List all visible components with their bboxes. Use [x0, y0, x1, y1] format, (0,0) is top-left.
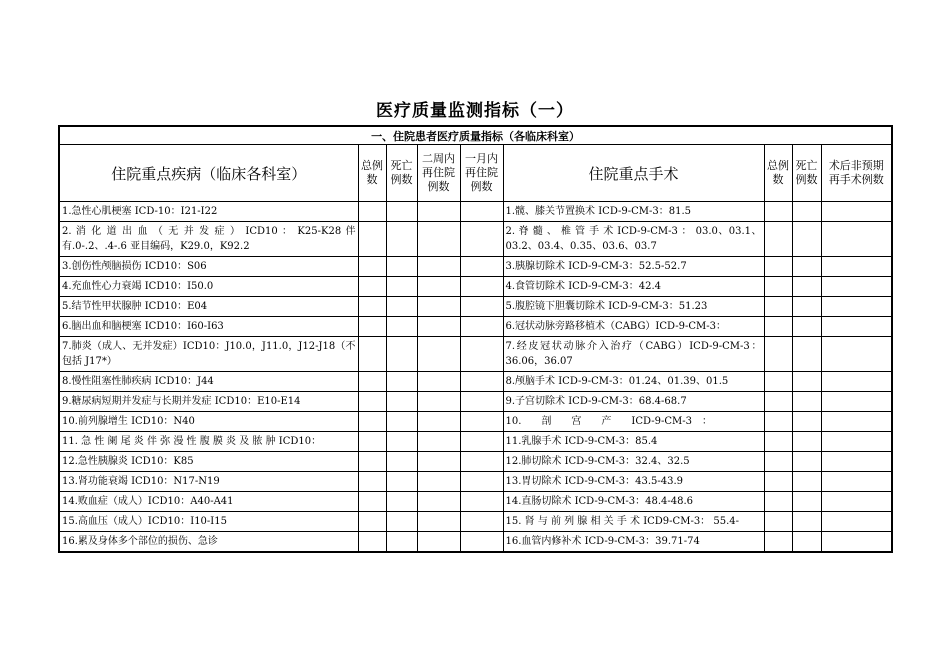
readmit-2w-cell[interactable]	[417, 432, 460, 452]
total-cell[interactable]	[358, 317, 386, 337]
surgery-cell: 3.胰腺切除术 ICD-9-CM-3：52.5-52.7	[503, 257, 764, 277]
readmit-2w-cell[interactable]	[417, 412, 460, 432]
unplanned-cell[interactable]	[821, 202, 892, 222]
disease-cell: 8.慢性阻塞性肺疾病 ICD10：J44	[59, 372, 358, 392]
readmit-2w-cell[interactable]	[417, 202, 460, 222]
deaths-cell[interactable]	[386, 412, 417, 432]
deaths-surgery-cell[interactable]	[792, 372, 821, 392]
total-surgery-cell[interactable]	[764, 317, 792, 337]
table-row	[59, 452, 892, 472]
total-cell[interactable]	[358, 532, 386, 553]
header-readmit-2w: 二周内再住院例数	[417, 145, 460, 202]
total-cell[interactable]	[358, 337, 386, 372]
readmit-1m-cell[interactable]	[460, 412, 503, 432]
total-cell[interactable]	[358, 472, 386, 492]
deaths-surgery-cell[interactable]	[792, 257, 821, 277]
total-surgery-cell[interactable]	[764, 392, 792, 412]
total-surgery-cell[interactable]	[764, 202, 792, 222]
header-unplanned-reoperation: 术后非预期再手术例数	[821, 145, 892, 202]
table-row	[59, 512, 892, 532]
disease-cell: 1.急性心肌梗塞 ICD-10：I21-I22	[59, 202, 358, 222]
unplanned-cell[interactable]	[821, 412, 892, 432]
table-row	[59, 492, 892, 512]
header-deaths: 死亡例数	[386, 145, 417, 202]
surgery-cell: 7.经皮冠状动脉介入治疗（CABG）ICD-9-CM-3：36.06，36.07	[503, 337, 764, 372]
total-surgery-cell[interactable]	[764, 452, 792, 472]
total-cell[interactable]	[358, 412, 386, 432]
table-row	[59, 372, 892, 392]
deaths-surgery-cell[interactable]	[792, 202, 821, 222]
disease-cell: 6.脑出血和脑梗塞 ICD10：I60-I63	[59, 317, 358, 337]
disease-cell: 2. 消 化 道 出 血 （ 无 并 发 症 ） ICD10 ： K25-K28 伴有.0-.2、.4-.6 亚目编码，K29.0，K92.2	[59, 222, 358, 257]
disease-cell: 3.创伤性颅脑损伤 ICD10：S06	[59, 257, 358, 277]
readmit-2w-cell[interactable]	[417, 472, 460, 492]
surgery-cell: 4.食管切除术 ICD-9-CM-3：42.4	[503, 277, 764, 297]
total-surgery-cell[interactable]	[764, 297, 792, 317]
readmit-2w-cell[interactable]	[417, 452, 460, 472]
deaths-surgery-cell[interactable]	[792, 412, 821, 432]
deaths-surgery-cell[interactable]	[792, 532, 821, 553]
section-title: 一、住院患者医疗质量指标（各临床科室）	[59, 126, 892, 145]
deaths-cell[interactable]	[386, 512, 417, 532]
surgery-cell: 5.腹腔镜下胆囊切除术 ICD-9-CM-3：51.23	[503, 297, 764, 317]
total-cell[interactable]	[358, 277, 386, 297]
surgery-cell: 6.冠状动脉旁路移植术（CABG）ICD-9-CM-3：	[503, 317, 764, 337]
total-cell[interactable]	[358, 452, 386, 472]
header-deaths-surgery: 死亡例数	[792, 145, 821, 202]
total-cell[interactable]	[358, 492, 386, 512]
surgery-cell: 14.直肠切除术 ICD-9-CM-3：48.4-48.6	[503, 492, 764, 512]
surgery-cell: 10. 剖 宫 产 ICD-9-CM-3 ：	[503, 412, 764, 432]
readmit-2w-cell[interactable]	[417, 337, 460, 372]
readmit-1m-cell[interactable]	[460, 257, 503, 277]
total-surgery-cell[interactable]	[764, 512, 792, 532]
unplanned-cell[interactable]	[821, 512, 892, 532]
readmit-1m-cell[interactable]	[460, 492, 503, 512]
unplanned-cell[interactable]	[821, 277, 892, 297]
surgery-cell: 15. 肾 与 前 列 腺 相 关 手 术 ICD9-CM-3： 55.4-	[503, 512, 764, 532]
table-row	[59, 277, 892, 297]
deaths-cell[interactable]	[386, 392, 417, 412]
deaths-surgery-cell[interactable]	[792, 337, 821, 372]
surgery-cell: 11.乳腺手术 ICD-9-CM-3：85.4	[503, 432, 764, 452]
surgery-cell: 12.肺切除术 ICD-9-CM-3：32.4、32.5	[503, 452, 764, 472]
deaths-surgery-cell[interactable]	[792, 512, 821, 532]
deaths-surgery-cell[interactable]	[792, 492, 821, 512]
header-readmit-1m: 一月内再住院例数	[460, 145, 503, 202]
total-cell[interactable]	[358, 392, 386, 412]
unplanned-cell[interactable]	[821, 452, 892, 472]
readmit-1m-cell[interactable]	[460, 432, 503, 452]
total-surgery-cell[interactable]	[764, 492, 792, 512]
readmit-1m-cell[interactable]	[460, 297, 503, 317]
unplanned-cell[interactable]	[821, 317, 892, 337]
surgery-cell: 13.胃切除术 ICD-9-CM-3：43.5-43.9	[503, 472, 764, 492]
readmit-1m-cell[interactable]	[460, 202, 503, 222]
unplanned-cell[interactable]	[821, 472, 892, 492]
deaths-cell[interactable]	[386, 317, 417, 337]
surgery-cell: 2. 脊 髓 、 椎 管 手 术 ICD-9-CM-3 ： 03.0、03.1、03.2、03.4、0.35、03.6、03.7	[503, 222, 764, 257]
readmit-1m-cell[interactable]	[460, 472, 503, 492]
total-cell[interactable]	[358, 512, 386, 532]
table-row	[59, 297, 892, 317]
header-total-surgery: 总例数	[764, 145, 792, 202]
readmit-2w-cell[interactable]	[417, 297, 460, 317]
readmit-2w-cell[interactable]	[417, 222, 460, 257]
deaths-cell[interactable]	[386, 452, 417, 472]
total-surgery-cell[interactable]	[764, 372, 792, 392]
deaths-surgery-cell[interactable]	[792, 317, 821, 337]
deaths-cell[interactable]	[386, 257, 417, 277]
readmit-2w-cell[interactable]	[417, 257, 460, 277]
readmit-2w-cell[interactable]	[417, 392, 460, 412]
readmit-2w-cell[interactable]	[417, 492, 460, 512]
deaths-cell[interactable]	[386, 337, 417, 372]
deaths-cell[interactable]	[386, 222, 417, 257]
surgery-cell: 16.血管内修补术 ICD-9-CM-3：39.71-74	[503, 532, 764, 553]
disease-cell: 13.肾功能衰竭 ICD10：N17-N19	[59, 472, 358, 492]
readmit-1m-cell[interactable]	[460, 317, 503, 337]
deaths-cell[interactable]	[386, 202, 417, 222]
total-cell[interactable]	[358, 222, 386, 257]
readmit-1m-cell[interactable]	[460, 372, 503, 392]
total-cell[interactable]	[358, 372, 386, 392]
unplanned-cell[interactable]	[821, 337, 892, 372]
table-row	[59, 532, 892, 553]
total-cell[interactable]	[358, 297, 386, 317]
readmit-1m-cell[interactable]	[460, 512, 503, 532]
disease-cell: 7.肺炎（成人、无并发症）ICD10：J10.0，J11.0，J12-J18（不包括 J17*）	[59, 337, 358, 372]
unplanned-cell[interactable]	[821, 297, 892, 317]
header-disease: 住院重点疾病（临床各科室）	[59, 145, 358, 202]
unplanned-cell[interactable]	[821, 392, 892, 412]
readmit-1m-cell[interactable]	[460, 392, 503, 412]
readmit-1m-cell[interactable]	[460, 532, 503, 553]
table-row	[59, 472, 892, 492]
deaths-surgery-cell[interactable]	[792, 222, 821, 257]
disease-cell: 10.前列腺增生 ICD10：N40	[59, 412, 358, 432]
total-surgery-cell[interactable]	[764, 277, 792, 297]
table-row	[59, 257, 892, 277]
deaths-surgery-cell[interactable]	[792, 432, 821, 452]
readmit-1m-cell[interactable]	[460, 337, 503, 372]
disease-cell: 12.急性胰腺炎 ICD10：K85	[59, 452, 358, 472]
deaths-surgery-cell[interactable]	[792, 452, 821, 472]
readmit-2w-cell[interactable]	[417, 532, 460, 553]
total-surgery-cell[interactable]	[764, 472, 792, 492]
total-surgery-cell[interactable]	[764, 532, 792, 553]
table-row	[59, 412, 892, 432]
deaths-surgery-cell[interactable]	[792, 472, 821, 492]
unplanned-cell[interactable]	[821, 432, 892, 452]
unplanned-cell[interactable]	[821, 532, 892, 553]
surgery-cell: 1.髋、膝关节置换术 ICD-9-CM-3：81.5	[503, 202, 764, 222]
disease-cell: 11. 急 性 阑 尾 炎 伴 弥 漫 性 腹 膜 炎 及 脓 肿 ICD10：	[59, 432, 358, 452]
unplanned-cell[interactable]	[821, 492, 892, 512]
deaths-cell[interactable]	[386, 297, 417, 317]
deaths-cell[interactable]	[386, 432, 417, 452]
disease-cell: 16.累及身体多个部位的损伤、急诊	[59, 532, 358, 553]
deaths-surgery-cell[interactable]	[792, 297, 821, 317]
disease-cell: 15.高血压（成人）ICD10：I10-I15	[59, 512, 358, 532]
deaths-cell[interactable]	[386, 372, 417, 392]
deaths-cell[interactable]	[386, 492, 417, 512]
disease-cell: 5.结节性甲状腺肿 ICD10：E04	[59, 297, 358, 317]
surgery-cell: 8.颅脑手术 ICD-9-CM-3：01.24、01.39、01.5	[503, 372, 764, 392]
column-header-row	[59, 145, 892, 202]
disease-cell: 14.败血症（成人）ICD10：A40-A41	[59, 492, 358, 512]
total-cell[interactable]	[358, 202, 386, 222]
unplanned-cell[interactable]	[821, 222, 892, 257]
header-surgery: 住院重点手术	[503, 145, 764, 202]
unplanned-cell[interactable]	[821, 372, 892, 392]
total-surgery-cell[interactable]	[764, 257, 792, 277]
total-surgery-cell[interactable]	[764, 412, 792, 432]
deaths-cell[interactable]	[386, 532, 417, 553]
deaths-cell[interactable]	[386, 277, 417, 297]
table-row	[59, 222, 892, 257]
table-row	[59, 392, 892, 412]
table-row	[59, 337, 892, 372]
readmit-2w-cell[interactable]	[417, 317, 460, 337]
total-surgery-cell[interactable]	[764, 222, 792, 257]
readmit-2w-cell[interactable]	[417, 372, 460, 392]
surgery-cell: 9.子宫切除术 ICD-9-CM-3：68.4-68.7	[503, 392, 764, 412]
total-surgery-cell[interactable]	[764, 432, 792, 452]
deaths-surgery-cell[interactable]	[792, 277, 821, 297]
deaths-surgery-cell[interactable]	[792, 392, 821, 412]
table-row	[59, 317, 892, 337]
unplanned-cell[interactable]	[821, 257, 892, 277]
readmit-2w-cell[interactable]	[417, 277, 460, 297]
table-row	[59, 202, 892, 222]
table-row	[59, 432, 892, 452]
readmit-1m-cell[interactable]	[460, 277, 503, 297]
section-header-row	[59, 126, 892, 145]
readmit-1m-cell[interactable]	[460, 452, 503, 472]
quality-indicator-table	[58, 125, 893, 553]
deaths-cell[interactable]	[386, 472, 417, 492]
header-total: 总例数	[358, 145, 386, 202]
disease-cell: 4.充血性心力衰竭 ICD10：I50.0	[59, 277, 358, 297]
total-cell[interactable]	[358, 257, 386, 277]
total-surgery-cell[interactable]	[764, 337, 792, 372]
page-title: 医疗质量监测指标（一）	[376, 101, 574, 121]
total-cell[interactable]	[358, 432, 386, 452]
disease-cell: 9.糖尿病短期并发症与长期并发症 ICD10：E10-E14	[59, 392, 358, 412]
readmit-1m-cell[interactable]	[460, 222, 503, 257]
readmit-2w-cell[interactable]	[417, 512, 460, 532]
